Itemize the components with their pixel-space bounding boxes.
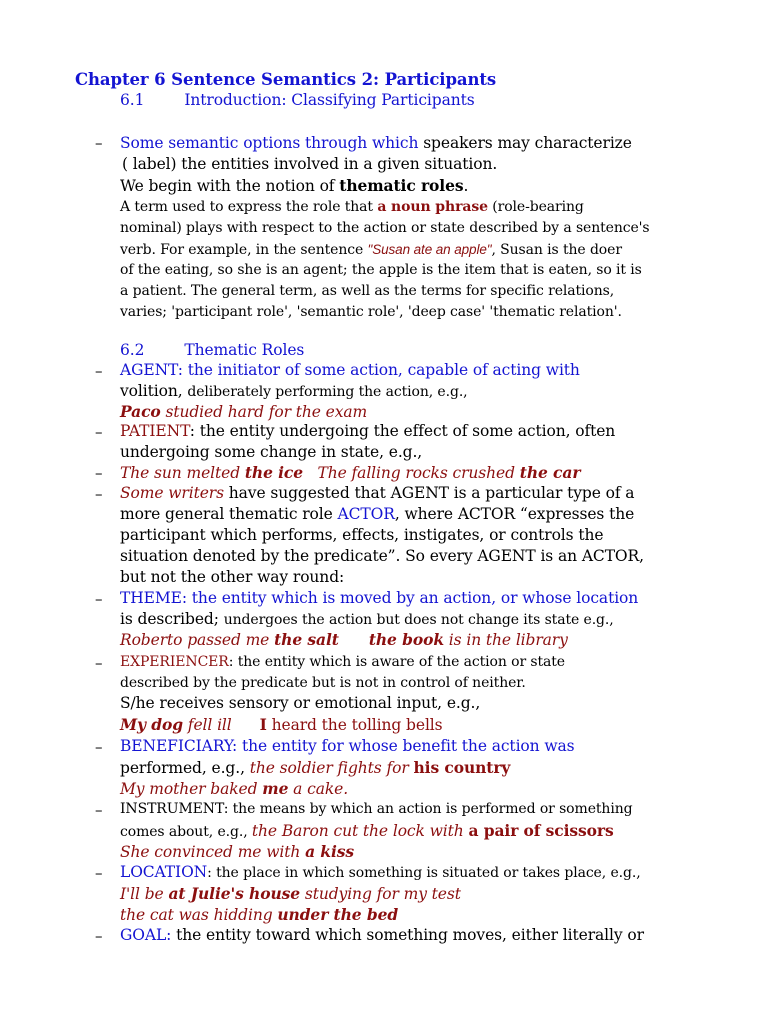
actor-line-4: situation denoted by the predicate”. So every AGENT is an ACTOR,: [120, 547, 644, 565]
example-emphasis: a kiss: [305, 842, 354, 861]
definition-line-3: [120, 239, 622, 261]
location-text: : the place in which something is situated or takes place, e.g.,: [207, 865, 641, 881]
agent-text: deliberately performing the action, e.g.,: [187, 384, 468, 400]
section-heading: Thematic Roles: [184, 341, 305, 359]
example-text: The falling rocks crushed: [303, 464, 520, 482]
example-emphasis: the salt: [274, 630, 339, 649]
some-writers: Some writers: [120, 484, 224, 502]
example-emphasis: me: [262, 779, 289, 798]
actor-line-5: but not the other way round:: [120, 568, 345, 586]
patient-examples: [120, 462, 580, 484]
intro-line-1: [120, 133, 632, 154]
agent-text: volition,: [120, 382, 188, 400]
def-text: , Susan is the doer: [491, 242, 622, 258]
example-emphasis: at Julie's house: [168, 884, 301, 903]
bullet-dash: –: [95, 654, 103, 672]
example-text: She convinced me with: [120, 843, 306, 861]
experiencer-text: : the entity which is aware of the action or state: [228, 654, 565, 670]
example-emphasis: the book: [368, 630, 444, 649]
instrument-example: [120, 841, 354, 863]
bullet-dash: –: [95, 864, 103, 882]
actor-term: ACTOR: [337, 505, 395, 523]
bullet-dash: –: [95, 738, 103, 756]
def-text: A term used to express the role that: [120, 199, 378, 215]
bullet-dash: –: [95, 464, 103, 482]
patient-line-2: undergoing some change in state, e.g.,: [120, 443, 423, 461]
def-text: verb. For example, in the sentence: [120, 242, 368, 258]
noun-phrase-term: a noun phrase: [377, 199, 488, 215]
example-text: fell ill: [182, 716, 232, 734]
experiencer-definition: [120, 652, 565, 673]
agent-example: [120, 401, 367, 423]
definition-line-4: of the eating, so she is an agent; the apple is the item that is eaten, so it is: [120, 262, 642, 278]
section-number: 6.2: [120, 341, 145, 359]
experiencer-line-2: described by the predicate but is not in control of neither.: [120, 675, 526, 691]
thematic-roles-term: thematic roles: [339, 176, 464, 195]
location-example-2: [120, 904, 398, 926]
example-emphasis: My dog: [120, 715, 183, 734]
bullet-dash: –: [95, 134, 103, 152]
theme-text: undergoes the action but does not change its state e.g.,: [223, 612, 614, 628]
section-6-1: [120, 90, 475, 111]
definition-line-1: [120, 197, 584, 218]
beneficiary-example: [120, 778, 348, 800]
actor-line-3: participant which performs, effects, instigates, or controls the: [120, 526, 604, 544]
theme-examples: [120, 629, 568, 651]
bullet-dash: –: [95, 927, 103, 945]
experiencer-label: EXPERIENCER: [120, 654, 229, 670]
example-emphasis: his country: [413, 758, 511, 777]
example-text: the Baron cut the lock with: [251, 822, 469, 840]
instrument-text: comes about, e.g.,: [120, 824, 252, 840]
actor-text: have suggested that AGENT is a particular type of a: [223, 484, 635, 502]
section-number: 6.1: [120, 91, 145, 109]
example-text: the cat was hidding: [120, 906, 278, 924]
example-text: a cake.: [288, 780, 349, 798]
actor-line-1: [120, 483, 634, 504]
intro-text: speakers may characterize: [418, 134, 632, 152]
patient-definition: [120, 421, 615, 442]
section-heading: Introduction: Classifying Participants: [184, 91, 475, 109]
example-text: studying for my test: [300, 885, 461, 903]
theme-line-2: [120, 609, 614, 631]
bullet-dash: –: [95, 801, 103, 819]
goal-text: the entity toward which something moves, either literally or: [171, 926, 644, 944]
example-text: Roberto passed me: [120, 631, 275, 649]
theme-definition: THEME: the entity which is moved by an action, or whose location: [120, 589, 639, 607]
location-definition: [120, 862, 641, 884]
experiencer-line-3: S/he receives sensory or emotional input, e.g.,: [120, 694, 481, 712]
intro-text: .: [463, 177, 469, 195]
intro-line-3: [120, 175, 468, 197]
location-label: LOCATION: [120, 863, 208, 881]
agent-definition: AGENT: the initiator of some action, capable of acting with: [120, 361, 580, 379]
patient-text: : the entity undergoing the effect of some action, often: [189, 422, 616, 440]
bullet-dash: –: [95, 590, 103, 608]
example-emphasis: under the bed: [277, 905, 399, 924]
beneficiary-line-2: [120, 757, 510, 779]
example-text: My mother baked: [120, 780, 263, 798]
example-text: is in the library: [443, 631, 568, 649]
example-emphasis: the car: [519, 463, 581, 482]
agent-line-2: [120, 381, 468, 403]
example-quote: "Susan ate an apple": [367, 242, 492, 257]
definition-line-5: a patient. The general term, as well as the terms for specific relations,: [120, 283, 615, 299]
goal-definition: [120, 925, 644, 946]
instrument-definition: INSTRUMENT: the means by which an action is performed or something: [120, 801, 633, 817]
example-emphasis: Paco: [120, 402, 161, 421]
bullet-dash: –: [95, 485, 103, 503]
example-text: heard the tolling bells: [266, 716, 443, 734]
example-emphasis: I: [259, 715, 267, 734]
example-text: studied hard for the exam: [160, 403, 368, 421]
beneficiary-text: performed, e.g.,: [120, 759, 250, 777]
experiencer-examples: [120, 714, 443, 736]
example-text: The sun melted: [120, 464, 245, 482]
actor-line-2: [120, 504, 634, 525]
definition-line-6: varies; 'participant role', 'semantic role', 'deep case' 'thematic relation'.: [120, 304, 622, 320]
instrument-line-2: [120, 820, 614, 843]
intro-line-2: ( label) the entities involved in a given situation.: [122, 155, 498, 173]
beneficiary-definition: BENEFICIARY: the entity for whose benefit the action was: [120, 737, 575, 755]
actor-text: more general thematic role: [120, 505, 338, 523]
example-emphasis: a pair of scissors: [468, 821, 614, 840]
theme-text: is described;: [120, 610, 224, 628]
definition-line-2: nominal) plays with respect to the action or state described by a sentence's: [120, 220, 650, 236]
intro-highlight: Some semantic options through which: [120, 134, 419, 152]
section-6-2: [120, 340, 304, 361]
example-text: I'll be: [120, 885, 169, 903]
intro-text: We begin with the notion of: [120, 177, 340, 195]
example-text: the soldier fights for: [249, 759, 414, 777]
patient-label: PATIENT: [120, 422, 190, 440]
example-emphasis: the ice: [244, 463, 304, 482]
location-example-1: [120, 883, 461, 905]
goal-label: GOAL:: [120, 926, 172, 944]
bullet-dash: –: [95, 423, 103, 441]
bullet-dash: –: [95, 362, 103, 380]
def-text: (role-bearing: [487, 199, 584, 215]
actor-text: , where ACTOR “expresses the: [394, 505, 635, 523]
chapter-title: Chapter 6 Sentence Semantics 2: Participants: [75, 70, 497, 89]
